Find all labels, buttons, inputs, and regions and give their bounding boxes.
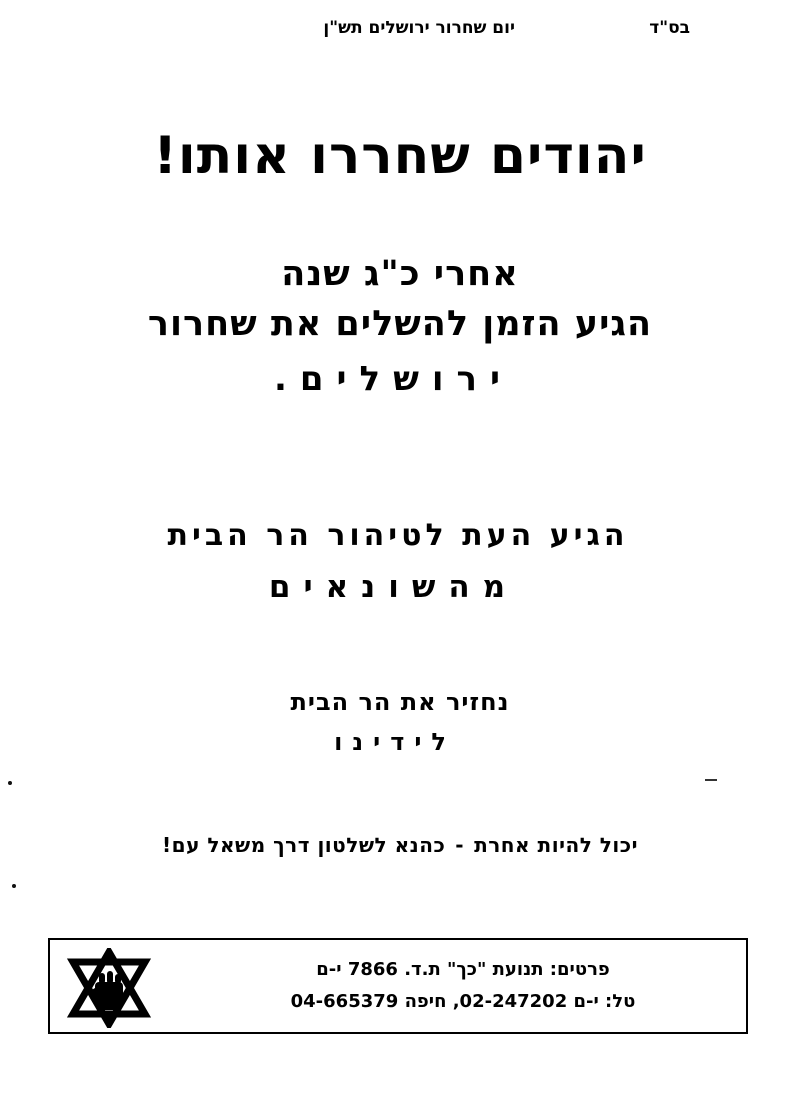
contact-line-1: פרטים: תנועת "כך" ת.ד. 7866 י-ם [316,959,610,980]
block3-line-1: נחזיר את הר הבית [290,688,510,716]
header-occasion: יום שחרור ירושלים תש"ן [323,18,515,38]
block1-line-3: ירושלים. [273,359,514,399]
contact-box [48,938,748,1034]
block1-line-2: הגיע הזמן להשלים את שחרור [147,304,653,344]
block3-line-2: לידינו [334,728,456,756]
paragraph-block-2 [0,512,800,614]
contact-line-2: טל: י-ם 02-247202, חיפה 04-665379 [290,991,636,1012]
block1-line-1: אחרי כ"ג שנה [281,254,519,294]
slogan [0,833,800,857]
scan-speck [8,781,12,785]
slogan-dash: - [455,833,465,857]
paragraph-block-3 [0,683,800,763]
scan-speck [12,884,16,888]
slogan-left: כהנא לשלטון דרך משאל עם! [162,833,446,857]
block2-line-2: מהשונאים [268,569,519,605]
page-title: יהודים שחררו אותו! [153,126,647,186]
contact-text [200,954,726,1018]
slogan-right: יכול להיות אחרת [474,833,638,857]
header [0,18,800,48]
paragraph-block-1 [0,250,800,408]
block2-line-1: הגיע העת לטיהור הר הבית [167,518,629,553]
star-of-david-fist-logo-icon [66,948,152,1028]
header-bsd: בס"ד [649,18,690,38]
scan-dash [705,779,717,781]
